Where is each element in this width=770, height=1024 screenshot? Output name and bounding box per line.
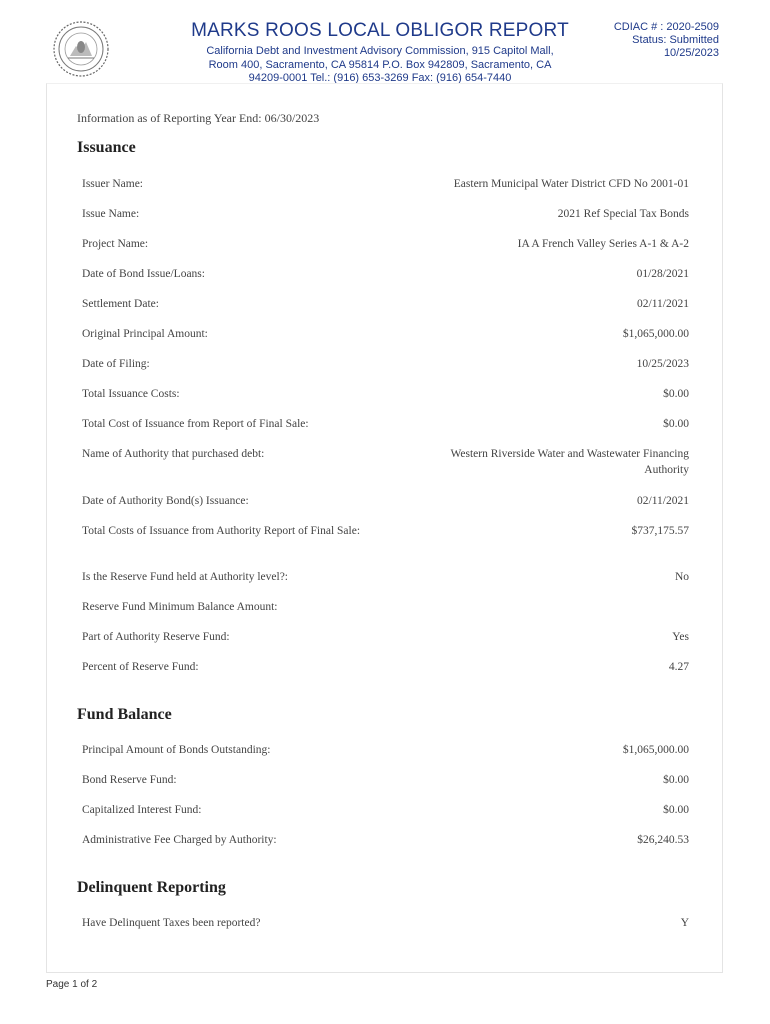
status-text: Status: Submitted bbox=[632, 34, 719, 46]
field-value: 4.27 bbox=[668, 661, 689, 673]
field-value: $0.00 bbox=[663, 774, 689, 786]
report-header bbox=[190, 20, 570, 86]
field-label: Percent of Reserve Fund: bbox=[82, 661, 199, 673]
field-value: 2021 Ref Special Tax Bonds bbox=[557, 208, 689, 220]
field-value: $0.00 bbox=[663, 418, 689, 430]
field-label: Date of Bond Issue/Loans: bbox=[82, 268, 205, 280]
field-label: Capitalized Interest Fund: bbox=[82, 804, 202, 816]
field-value: 02/11/2021 bbox=[637, 298, 689, 310]
field-value: $1,065,000.00 bbox=[622, 744, 689, 756]
reporting-year-info: Information as of Reporting Year End: 06/30/2023 bbox=[77, 111, 320, 125]
delinquent-heading: Delinquent Reporting bbox=[77, 879, 226, 896]
field-label: Have Delinquent Taxes been reported? bbox=[82, 917, 261, 929]
field-label: Date of Authority Bond(s) Issuance: bbox=[82, 495, 249, 507]
cdiac-number: CDIAC # : 2020-2509 bbox=[613, 21, 719, 33]
field-value: $1,065,000.00 bbox=[622, 328, 689, 340]
report-title: MARKS ROOS LOCAL OBLIGOR REPORT bbox=[191, 20, 569, 41]
report-meta bbox=[614, 21, 719, 60]
field-label: Bond Reserve Fund: bbox=[82, 774, 177, 786]
agency-address bbox=[190, 45, 570, 86]
state-seal-icon bbox=[52, 20, 110, 78]
field-value: $0.00 bbox=[663, 388, 689, 400]
field-label: Issue Name: bbox=[82, 208, 140, 220]
field-label: Total Issuance Costs: bbox=[82, 388, 180, 400]
field-value: Y bbox=[680, 917, 689, 929]
field-value: IA A French Valley Series A-1 & A-2 bbox=[517, 238, 689, 250]
field-label: Total Cost of Issuance from Report of Final Sale: bbox=[82, 418, 309, 430]
field-value: 02/11/2021 bbox=[637, 495, 689, 507]
field-value: Western Riverside Water and Wastewater Financing Authority bbox=[450, 448, 689, 476]
field-label: Date of Filing: bbox=[82, 358, 150, 370]
field-label: Part of Authority Reserve Fund: bbox=[82, 631, 230, 643]
status-date: 10/25/2023 bbox=[663, 47, 719, 59]
field-value: 10/25/2023 bbox=[636, 358, 689, 370]
field-label: Total Costs of Issuance from Authority Report of Final Sale: bbox=[82, 525, 361, 537]
field-label: Is the Reserve Fund held at Authority level?: bbox=[82, 571, 288, 583]
address-line-1: California Debt and Investment Advisory Commission, 915 Capitol Mall, bbox=[206, 45, 554, 57]
field-label: Original Principal Amount: bbox=[82, 328, 208, 340]
field-value: $0.00 bbox=[663, 804, 689, 816]
field-value: Eastern Municipal Water District CFD No 2001-01 bbox=[453, 178, 689, 190]
field-value: $26,240.53 bbox=[637, 834, 689, 846]
field-label: Issuer Name: bbox=[82, 178, 143, 190]
issuance-heading: Issuance bbox=[77, 139, 136, 156]
field-label: Reserve Fund Minimum Balance Amount: bbox=[82, 601, 278, 613]
field-label: Administrative Fee Charged by Authority: bbox=[82, 834, 277, 846]
field-label: Settlement Date: bbox=[82, 298, 159, 310]
field-value: $737,175.57 bbox=[631, 525, 689, 537]
field-value: No bbox=[674, 571, 689, 583]
page-number: Page 1 of 2 bbox=[46, 979, 98, 990]
fund-balance-heading: Fund Balance bbox=[77, 706, 172, 723]
address-line-3: 94209-0001 Tel.: (916) 653-3269 Fax: (916) 654-7440 bbox=[248, 72, 512, 84]
field-value: 01/28/2021 bbox=[636, 268, 689, 280]
field-value: Yes bbox=[672, 631, 689, 643]
field-label: Name of Authority that purchased debt: bbox=[82, 448, 265, 460]
field-label: Project Name: bbox=[82, 238, 149, 250]
field-label: Principal Amount of Bonds Outstanding: bbox=[82, 744, 271, 756]
address-line-2: Room 400, Sacramento, CA 95814 P.O. Box 942809, Sacramento, CA bbox=[208, 58, 552, 71]
